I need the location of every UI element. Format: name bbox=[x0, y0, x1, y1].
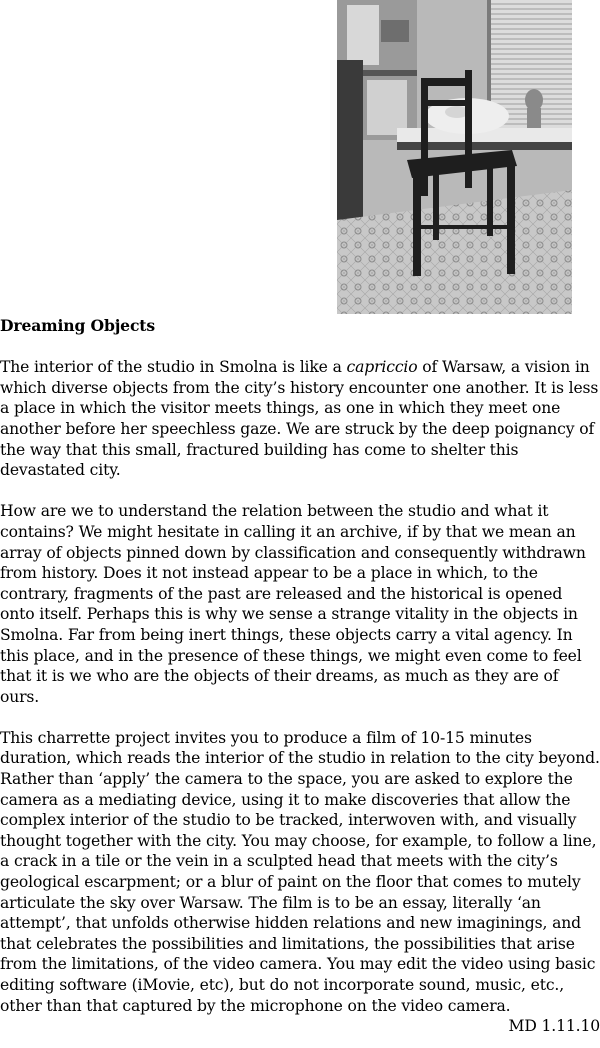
paragraph-intro bbox=[0, 357, 600, 481]
studio-photo bbox=[337, 0, 572, 314]
document-body bbox=[0, 316, 600, 1037]
document-title: Dreaming Objects bbox=[0, 316, 155, 335]
capriccio-term: capriccio bbox=[346, 358, 418, 377]
paragraph-archive: How are we to understand the relation between the studio and what it contains? We might hesitate in calling it an archive, if by that we mean an array of objects pinned down by classification and consequently withdrawn from history. Does it not instead appear to be a place in which, to the contrary, fragments of the past are released and the historical is opened onto itself. Perhaps this is why we sense a strange vitality in the objects in Smolna. Far from being inert things, these objects carry a vital agency. In this place, and in the presence of these things, we might even come to feel that it is we who are the objects of their dreams, as much as they are of ours. bbox=[0, 502, 586, 706]
paragraph-brief: This charrette project invites you to produce a film of 10-15 minutes duration, which reads the interior of the studio in relation to the city beyond. Rather than ‘apply’ the camera to the space, you are asked to explore the camera as a mediating device, using it to make discoveries that allow the complex interior of the studio to be tracked, interwoven with, and visually thought together with the city. You may choose, for example, to follow a line, a crack in a tile or the vein in a sculpted head that meets with the city’s geological escarpment; or a blur of paint on the floor that comes to mutely articulate the sky over Warsaw. The film is to be an essay, literally ‘an attempt’, that unfolds otherwise hidden relations and new imaginings, and that celebrates the possibilities and limitations, the possibilities that arise from the limitations, of the video camera. You may edit the video using basic editing software (iMovie, etc), but do not incorporate sound, music, etc., other than that captured by the microphone on the video camera. bbox=[0, 728, 600, 1015]
intro-text-end: of Warsaw, a vision in which diverse objects from the city’s history encounter one another. It is less a place in which the visitor meets things, as one in which they meet one another before her speechless gaze. We are struck by the deep poignancy of the way that this small, fractured building has come to shelter this devastated city. bbox=[0, 358, 599, 480]
signoff-date: MD 1.11.10 bbox=[508, 1017, 600, 1036]
intro-text-start: The interior of the studio in Smolna is like a bbox=[0, 358, 347, 377]
